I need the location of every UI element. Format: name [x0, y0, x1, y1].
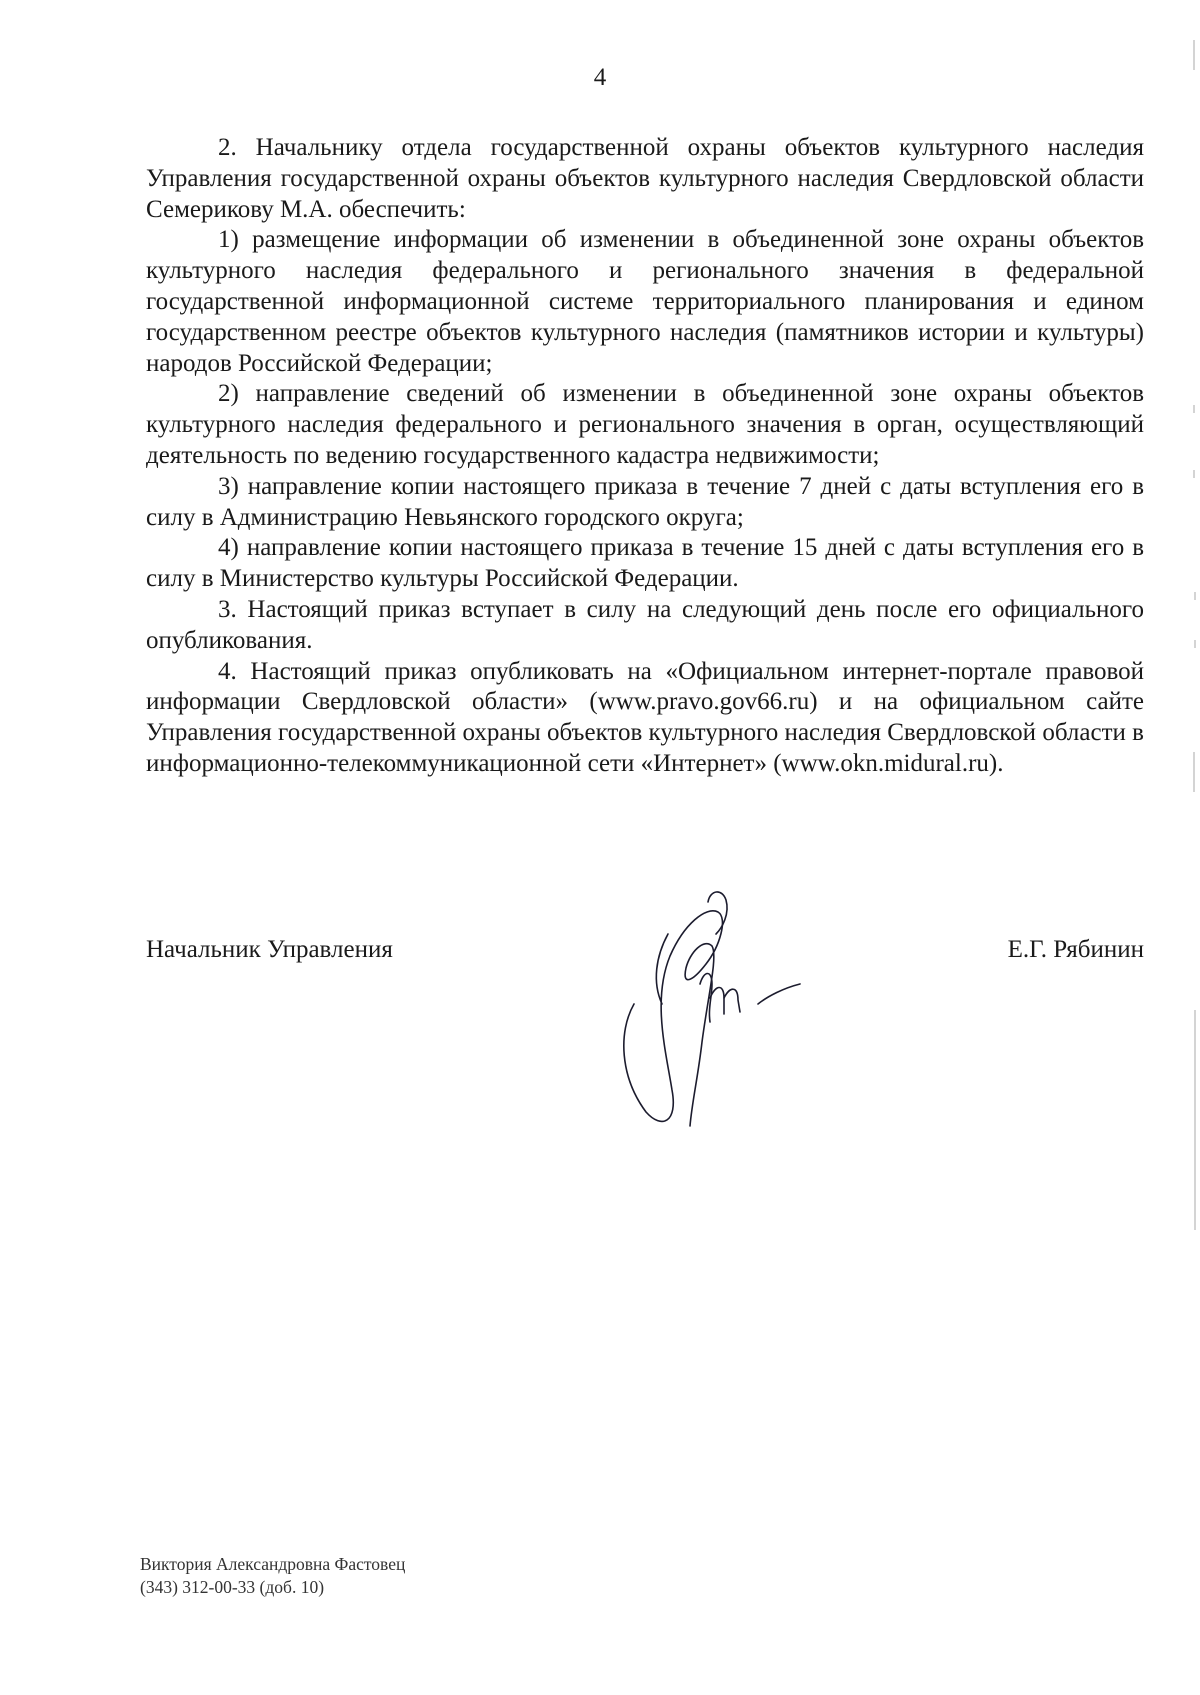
subparagraph-3: 3) направление копии настоящего приказа в течение 7 дней с даты вступления его в силу в Администрацию Невьянского городского округа; [146, 472, 1144, 531]
paragraph-item-3: 3. Настоящий приказ вступает в силу на следующий день после его официального опубликования. [146, 595, 1144, 654]
paragraph-item-4: 4. Настоящий приказ опубликовать на «Официальном интернет-портале правовой информации Свердловской области» (www.pravo.gov66.ru) и на официальном сайте Управления государственной охраны объектов культурного наследия Свердловской области в информационно-телекоммуникационной сети «Интернет» (www.okn.midural.ru). [146, 657, 1144, 777]
page-number: 4 [593, 64, 607, 91]
executor-phone: (343) 312-00-33 (доб. 10) [140, 1577, 325, 1597]
paragraph-item-2: 2. Начальнику отдела государственной охраны объектов культурного наследия Управления государственной охраны объектов культурного наследия Свердловской области Семерикову М.А. обеспечить: [146, 134, 1144, 223]
subparagraph-4: 4) направление копии настоящего приказа в течение 15 дней с даты вступления его в силу в Министерство культуры Российской Федерации. [146, 534, 1144, 593]
executor-name: Виктория Александровна Фастовец [140, 1554, 406, 1574]
subparagraph-2: 2) направление сведений об изменении в объединенной зоне охраны объектов культурного наследия федерального и регионального значения в орган, осуществляющий деятельность по ведению государственного кадастра недвижимости; [146, 380, 1144, 469]
document-body [146, 133, 1144, 780]
executor-info [140, 1553, 405, 1599]
subparagraph-1: 1) размещение информации об изменении в объединенной зоне охраны объектов культурного наследия федерального и регионального значения в федеральной государственной информационной системе территориального планирования и едином государственном реестре объектов культурного наследия (памятников истории и культуры) народов Российской Федерации; [146, 226, 1144, 377]
scan-edge-artifact [1188, 0, 1200, 1695]
signer-position: Начальник Управления [146, 936, 393, 963]
handwritten-signature [612, 872, 852, 1132]
signer-name: Е.Г. Рябинин [1007, 936, 1144, 963]
